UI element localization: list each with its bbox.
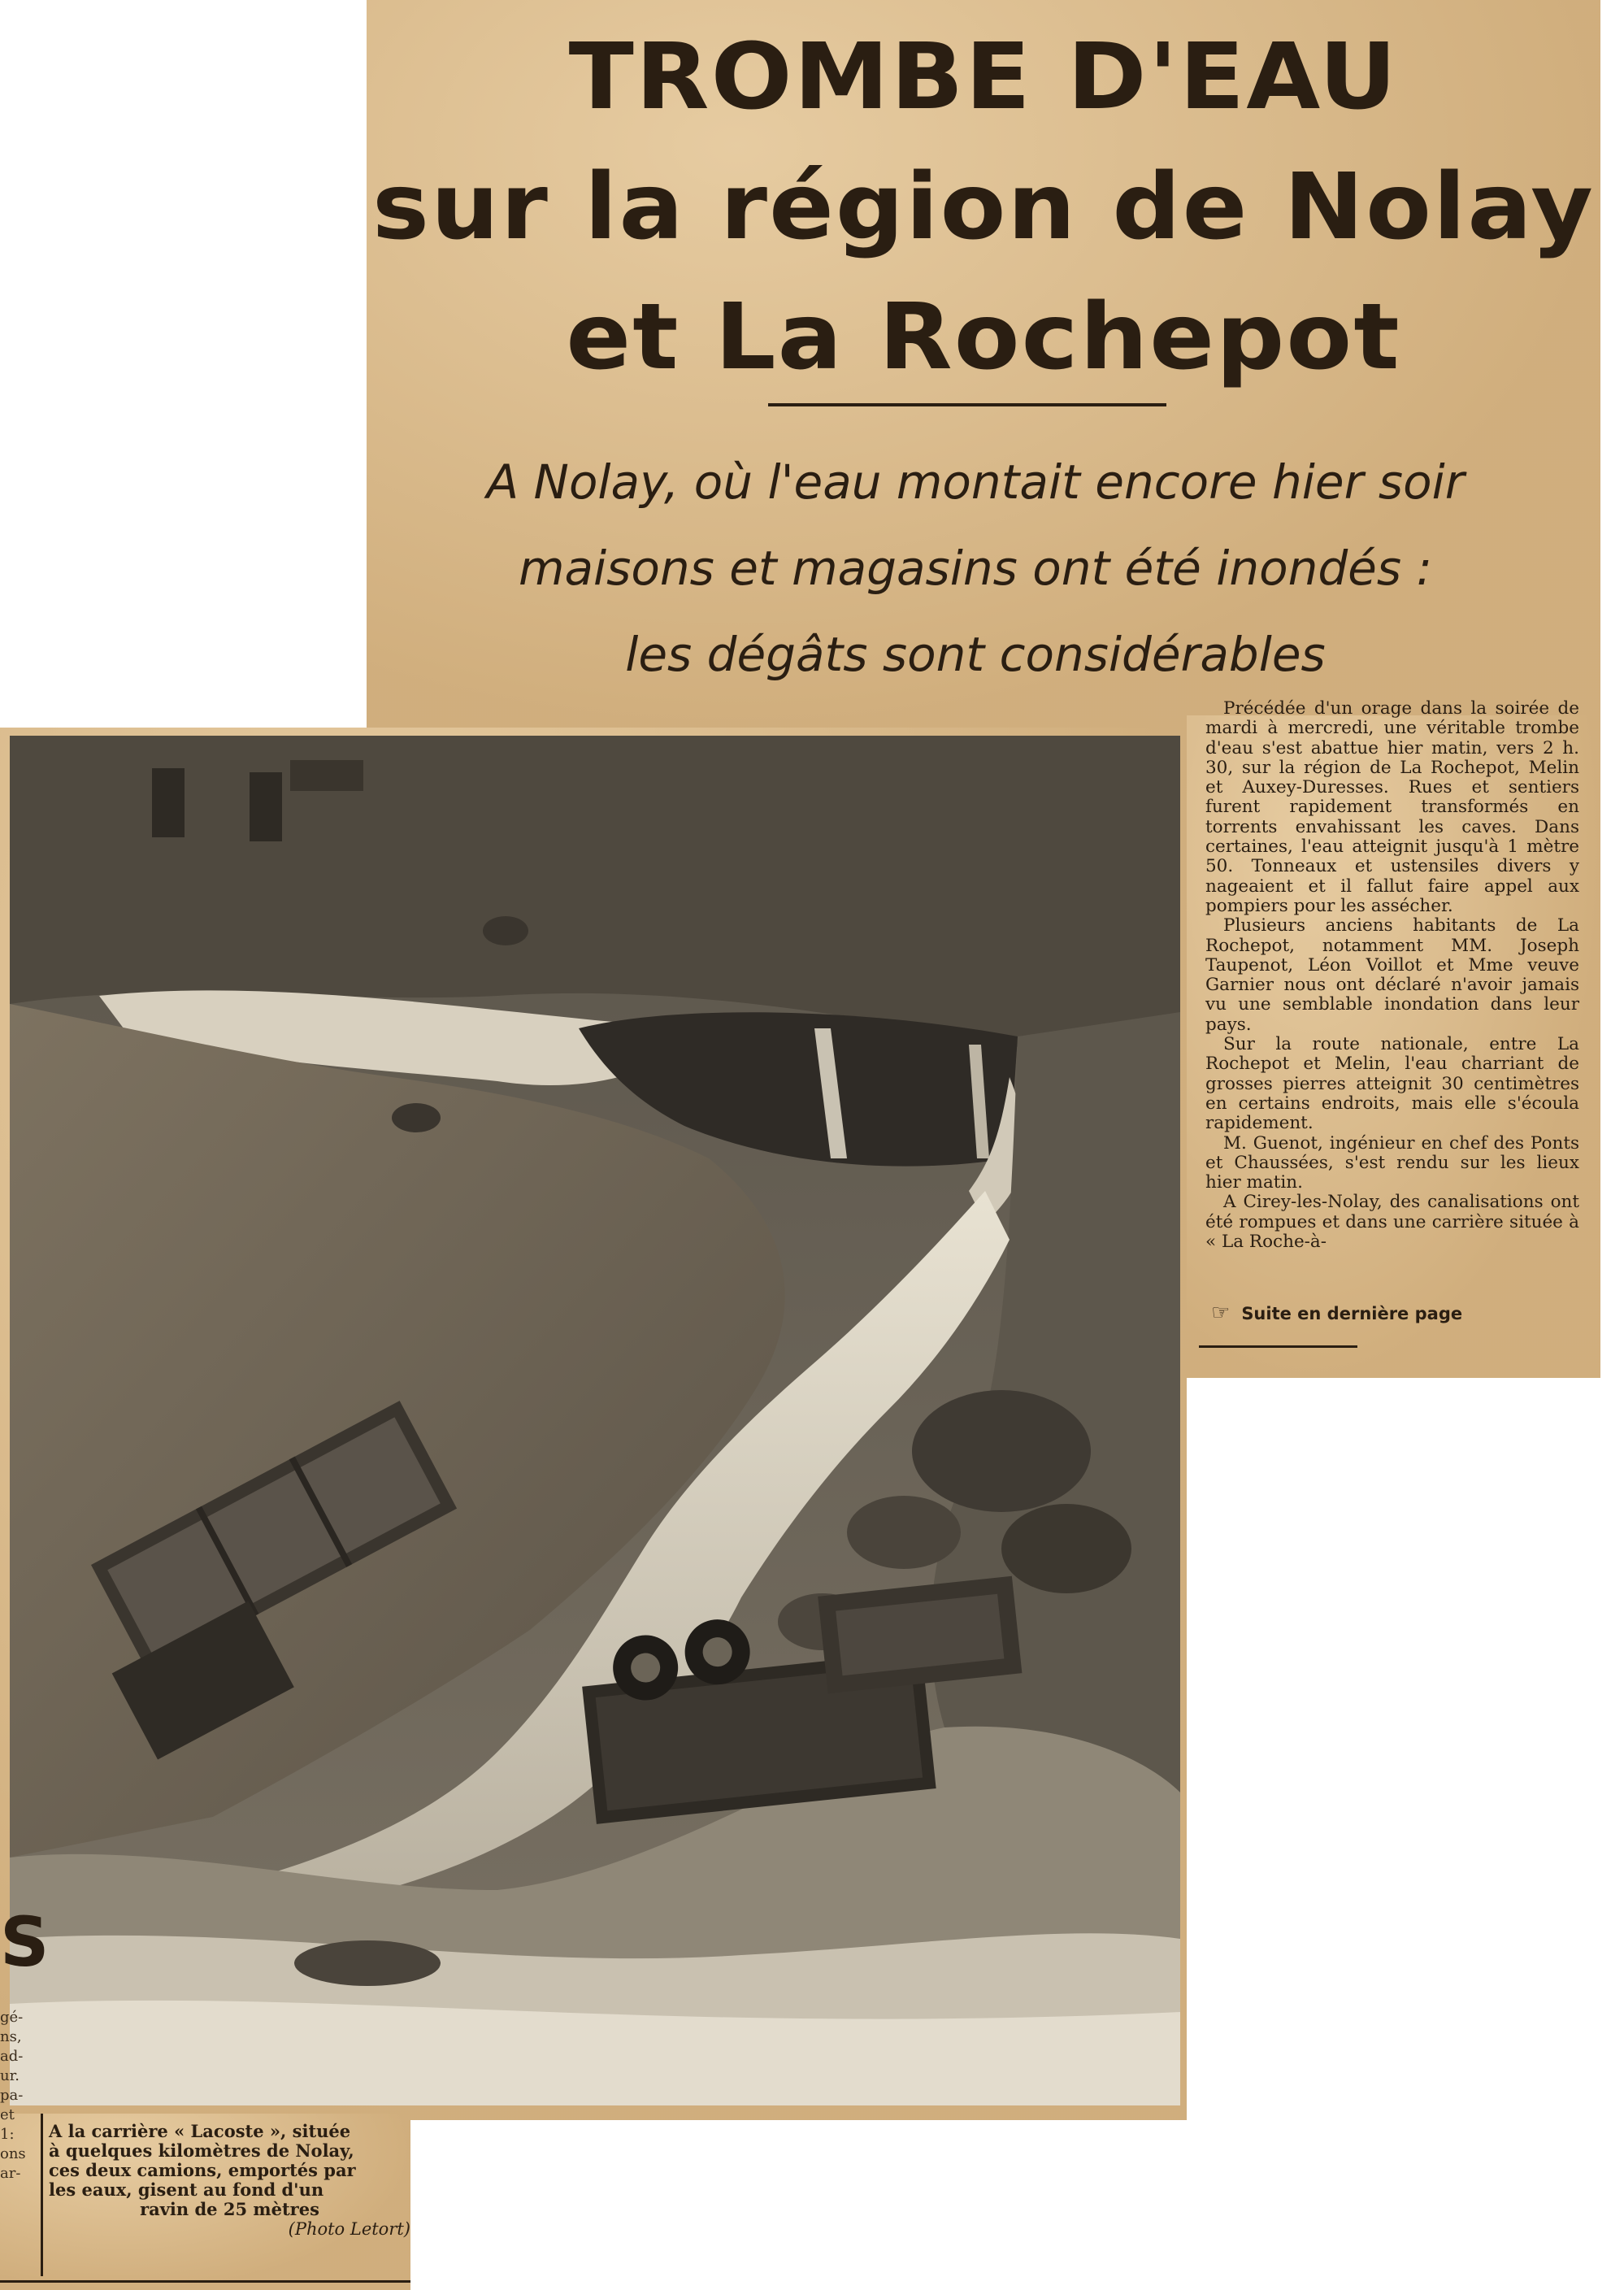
article-paragraph: Sur la route nationale, entre La Rochepot et Melin, l'eau charriant de grosses pierres atteignit 30 centimètres en certains endroits, mais elle s'écoula rapidement. bbox=[1205, 1034, 1579, 1134]
article-body bbox=[1205, 699, 1579, 1252]
headline-line: et La Rochepot bbox=[566, 285, 1401, 390]
quarry-photo-image bbox=[10, 736, 1180, 2105]
fragment-line: ons bbox=[0, 2145, 26, 2162]
caption-line: A la carrière « Lacoste », située bbox=[49, 2121, 351, 2141]
caption-line: les eaux, gisent au fond d'un bbox=[49, 2179, 324, 2200]
subheadline bbox=[374, 439, 1577, 697]
continuation-text: Suite en dernière page bbox=[1241, 1304, 1463, 1323]
pointing-hand-icon: ☞ bbox=[1211, 1301, 1231, 1325]
fragment-line: et bbox=[0, 2106, 15, 2123]
continuation-note bbox=[1211, 1301, 1577, 1325]
fragment-line: ad- bbox=[0, 2048, 24, 2065]
caption-line: ravin de 25 mètres bbox=[140, 2199, 319, 2219]
quarry-photo bbox=[10, 736, 1180, 2105]
article-paragraph: Plusieurs anciens habitants de La Rochepot, notamment MM. Joseph Taupenot, Léon Voillot et Mme veuve Garnier nous ont déclaré n'avoir jamais vu une semblable inondation dans leur pays. bbox=[1205, 915, 1579, 1035]
headline-line: TROMBE D'EAU bbox=[568, 24, 1399, 130]
article-paragraph: A Cirey-les-Nolay, des canalisations ont été rompues et dans une carrière située à « La Roche-à- bbox=[1205, 1192, 1579, 1253]
fragment-line: ns, bbox=[0, 2028, 22, 2045]
bottom-rule bbox=[0, 2280, 410, 2283]
headline bbox=[374, 12, 1593, 402]
adjacent-column-fragments bbox=[0, 2008, 46, 2184]
adjacent-column-letter: S bbox=[0, 1902, 50, 1982]
fragment-line: gé- bbox=[0, 2009, 24, 2026]
article-end-rule bbox=[1199, 1345, 1357, 1348]
photo-credit: (Photo Letort) bbox=[288, 2219, 410, 2239]
fragment-line: ar- bbox=[0, 2165, 21, 2182]
caption-line: ces deux camions, emportés par bbox=[49, 2160, 356, 2180]
subheadline-line: les dégâts sont considérables bbox=[625, 627, 1326, 682]
headline-line: sur la région de Nolay bbox=[372, 154, 1595, 260]
subheadline-line: maisons et magasins ont été inondés : bbox=[518, 541, 1433, 596]
fragment-line: ur. bbox=[0, 2067, 20, 2084]
article-paragraph: Précédée d'un orage dans la soirée de mardi à mercredi, une véritable trombe d'eau s'est abattue hier matin, vers 2 h. 30, sur la région de La Rochepot, Melin et Auxey-Duresses. Rues et sentiers furent rapidement transformés en torrents envahissant les caves. Dans certaines, l'eau atteignit jusqu'à 1 mètre 50. Tonneaux et ustensiles divers y nageaient et il fallut faire appel aux pompiers pour les assécher. bbox=[1205, 698, 1579, 916]
caption-line: à quelques kilomètres de Nolay, bbox=[49, 2140, 354, 2161]
photo-caption bbox=[49, 2122, 410, 2239]
fragment-line: 1: bbox=[0, 2126, 15, 2143]
column-rule bbox=[41, 2114, 43, 2276]
subheadline-line: A Nolay, où l'eau montait encore hier soir bbox=[486, 454, 1465, 510]
fragment-line: pa- bbox=[0, 2087, 24, 2104]
article-paragraph: M. Guenot, ingénieur en chef des Ponts et Chaussées, s'est rendu sur les lieux hier matin. bbox=[1205, 1132, 1579, 1193]
headline-rule bbox=[768, 403, 1166, 406]
